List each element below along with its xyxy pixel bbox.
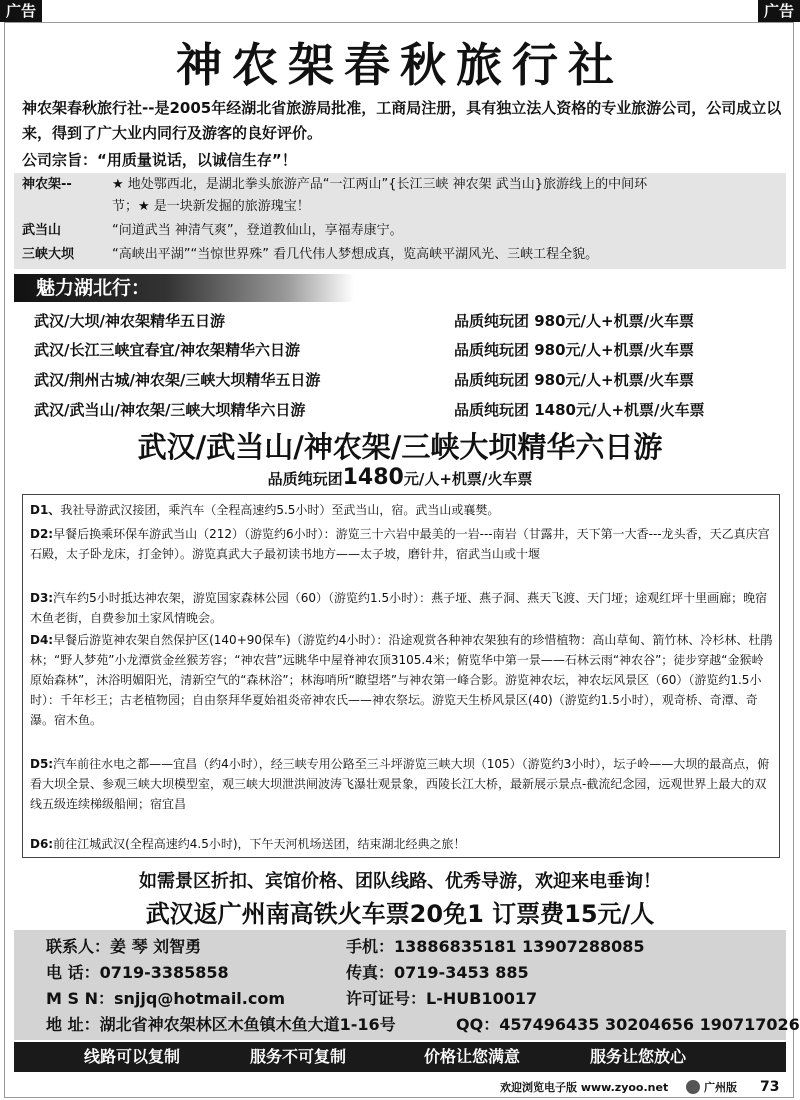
ad-label-left: 广告 (0, 0, 42, 22)
slogan-item: 线路可以复制 (84, 1047, 181, 1066)
route-name: 武汉/大坝/神农架精华五日游 (34, 312, 225, 330)
section-title: 魅力湖北行： (14, 274, 354, 302)
ad-label-right: 广告 (758, 0, 800, 22)
feature-line: 武当山 “问道武当 神清气爽”，登道教仙山，享福寿康宁。 (22, 223, 403, 238)
publisher-logo-icon (686, 1080, 700, 1094)
page-title: 神农架春秋旅行社 (176, 38, 624, 92)
contact-line: 电 话：0719-3385858 传真：0719-3453 885 (46, 963, 529, 982)
contact-line: 联系人：姜 琴 刘智勇 手机：13886835181 13907288085 (46, 937, 645, 956)
itinerary-day: D2:早餐后换乘环保车游武当山（212）（游览约6小时）：游览三十六岩中最美的一岩---南岩（甘露井，天下第一大香---龙头香，天乙真庆宫石殿，太子卧龙床，打金钟）。游览真武大子最初读书地方——太子坡，磨针井，宿武当山或十堰 (30, 527, 770, 561)
feature-line: 三峡大坝 “高峡出平湖”“当惊世界殊” 看几代伟人梦想成真，览高峡平湖风光、三峡工程全貌。 (22, 247, 599, 262)
itinerary-day: D5:汽车前往水电之都——宜昌（约4小时），经三峡专用公路至三斗坪游览三峡大坝（105）（游览约3小时），坛子岭——大坝的最高点，俯看大坝全景、参观三峡大坝模型室，观三峡大坝泄洪闸波涛飞瀑壮观景象，西陵长江大桥，最新展示景点-截流纪念园，远观世界上最大的双线五级连续梯级船闸；宿宜昌 (30, 757, 770, 811)
route-price: 品质纯玩团 980元/人+机票/火车票 (454, 312, 695, 330)
rail-ticket-offer: 武汉返广州南高铁火车票20免1 订票费15元/人 (145, 900, 655, 928)
slogan-bar (14, 1042, 786, 1072)
route-row (34, 308, 794, 334)
itinerary-day: D6:前往江城武汉(全程高速约4.5小时)，下午天河机场送团，结束湖北经典之旅！ (30, 837, 466, 851)
route-price: 品质纯玩团 980元/人+机票/火车票 (454, 341, 695, 359)
featured-route-price: 品质纯玩团1480元/人+机票/火车票 (267, 465, 533, 490)
route-row (34, 367, 794, 393)
contact-line: 地 址：湖北省神农架林区木鱼镇木鱼大道1-16号 QQ：457496435 30204656 190717026 (46, 1015, 800, 1034)
route-price: 品质纯玩团 980元/人+机票/火车票 (454, 371, 695, 389)
feature-line: 节；★ 是一块新发掘的旅游瑰宝！ (112, 199, 310, 214)
route-name: 武汉/荆州古城/神农架/三峡大坝精华五日游 (34, 371, 321, 389)
footer-site: 欢迎浏览电子版 www.zyoo.net (500, 1081, 669, 1094)
slogan-item: 服务让您放心 (590, 1047, 687, 1066)
call-to-action: 如需景区折扣、宾馆价格、团队线路、优秀导游，欢迎来电垂询！ (139, 871, 661, 892)
route-row (34, 337, 794, 363)
route-name: 武汉/武当山/神农架/三峡大坝精华六日游 (34, 401, 306, 419)
route-name: 武汉/长江三峡宜春宜/神农架精华六日游 (34, 341, 300, 359)
itinerary-day: D4:早餐后游览神农架自然保护区(140+90保车)（游览约4小时）：沿途观赏各种神农架独有的珍惜植物：高山草甸、箭竹林、冷杉林、杜鹃林；“野人梦苑”小龙潭赏金丝猴芳容；“神农营”远眺华中屋脊神农顶3105.4米；俯览华中第一景——石林云雨“神农谷”；徒步穿越“金猴岭原始森林”，沐浴明媚阳光，清新空气的“森林浴”；林海哨所“瞭望塔”与神农第一峰合影。游览神农坛，神农坛风景区（60）（游览约1.5小时）：千年杉王；古老植物园；自由祭拜华夏始祖炎帝神农氏——神农祭坛。游览天生桥风景区(40)（游览约1.5小时），观奇桥、奇潭、奇瀑。宿木鱼。 (30, 633, 773, 727)
itinerary-day: D3:汽车约5小时抵达神农架，游览国家森林公园（60）（游览约1.5小时）：燕子垭、燕子洞、燕天飞渡、天门垭；途观红坪十里画廊；晚宿木鱼老街，自费参加土家风情晚会。 (30, 591, 768, 625)
company-intro: 神农架春秋旅行社--是2005年经湖北省旅游局批准，工商局注册，具有独立法人资格的专业旅游公司，公司成立以来，得到了广大业内同行及游客的良好评价。 (22, 99, 782, 142)
slogan-item: 价格让您满意 (424, 1047, 521, 1066)
slogan-item: 服务不可复制 (250, 1047, 347, 1066)
feature-line: 神农架-- ★ 地处鄂西北，是湖北拳头旅游产品“一江两山”{长江三峡 神农架 武当山}旅游线上的中间环 (22, 177, 648, 192)
company-motto: 公司宗旨：“用质量说话，以诚信生存”！ (22, 151, 297, 169)
contact-line: M S N：snjjq@hotmail.com 许可证号：L-HUB10017 (46, 989, 538, 1008)
itinerary-day: D1、我社导游武汉接团，乘汽车（全程高速约5.5小时）至武当山，宿。武当山或襄樊。 (30, 503, 500, 517)
route-price: 品质纯玩团 1480元/人+机票/火车票 (454, 401, 705, 419)
route-row (34, 397, 794, 423)
page-number: 73 (760, 1079, 780, 1095)
featured-route-title: 武汉/武当山/神农架/三峡大坝精华六日游 (137, 430, 663, 464)
footer-edition: 广州版 (704, 1081, 737, 1094)
